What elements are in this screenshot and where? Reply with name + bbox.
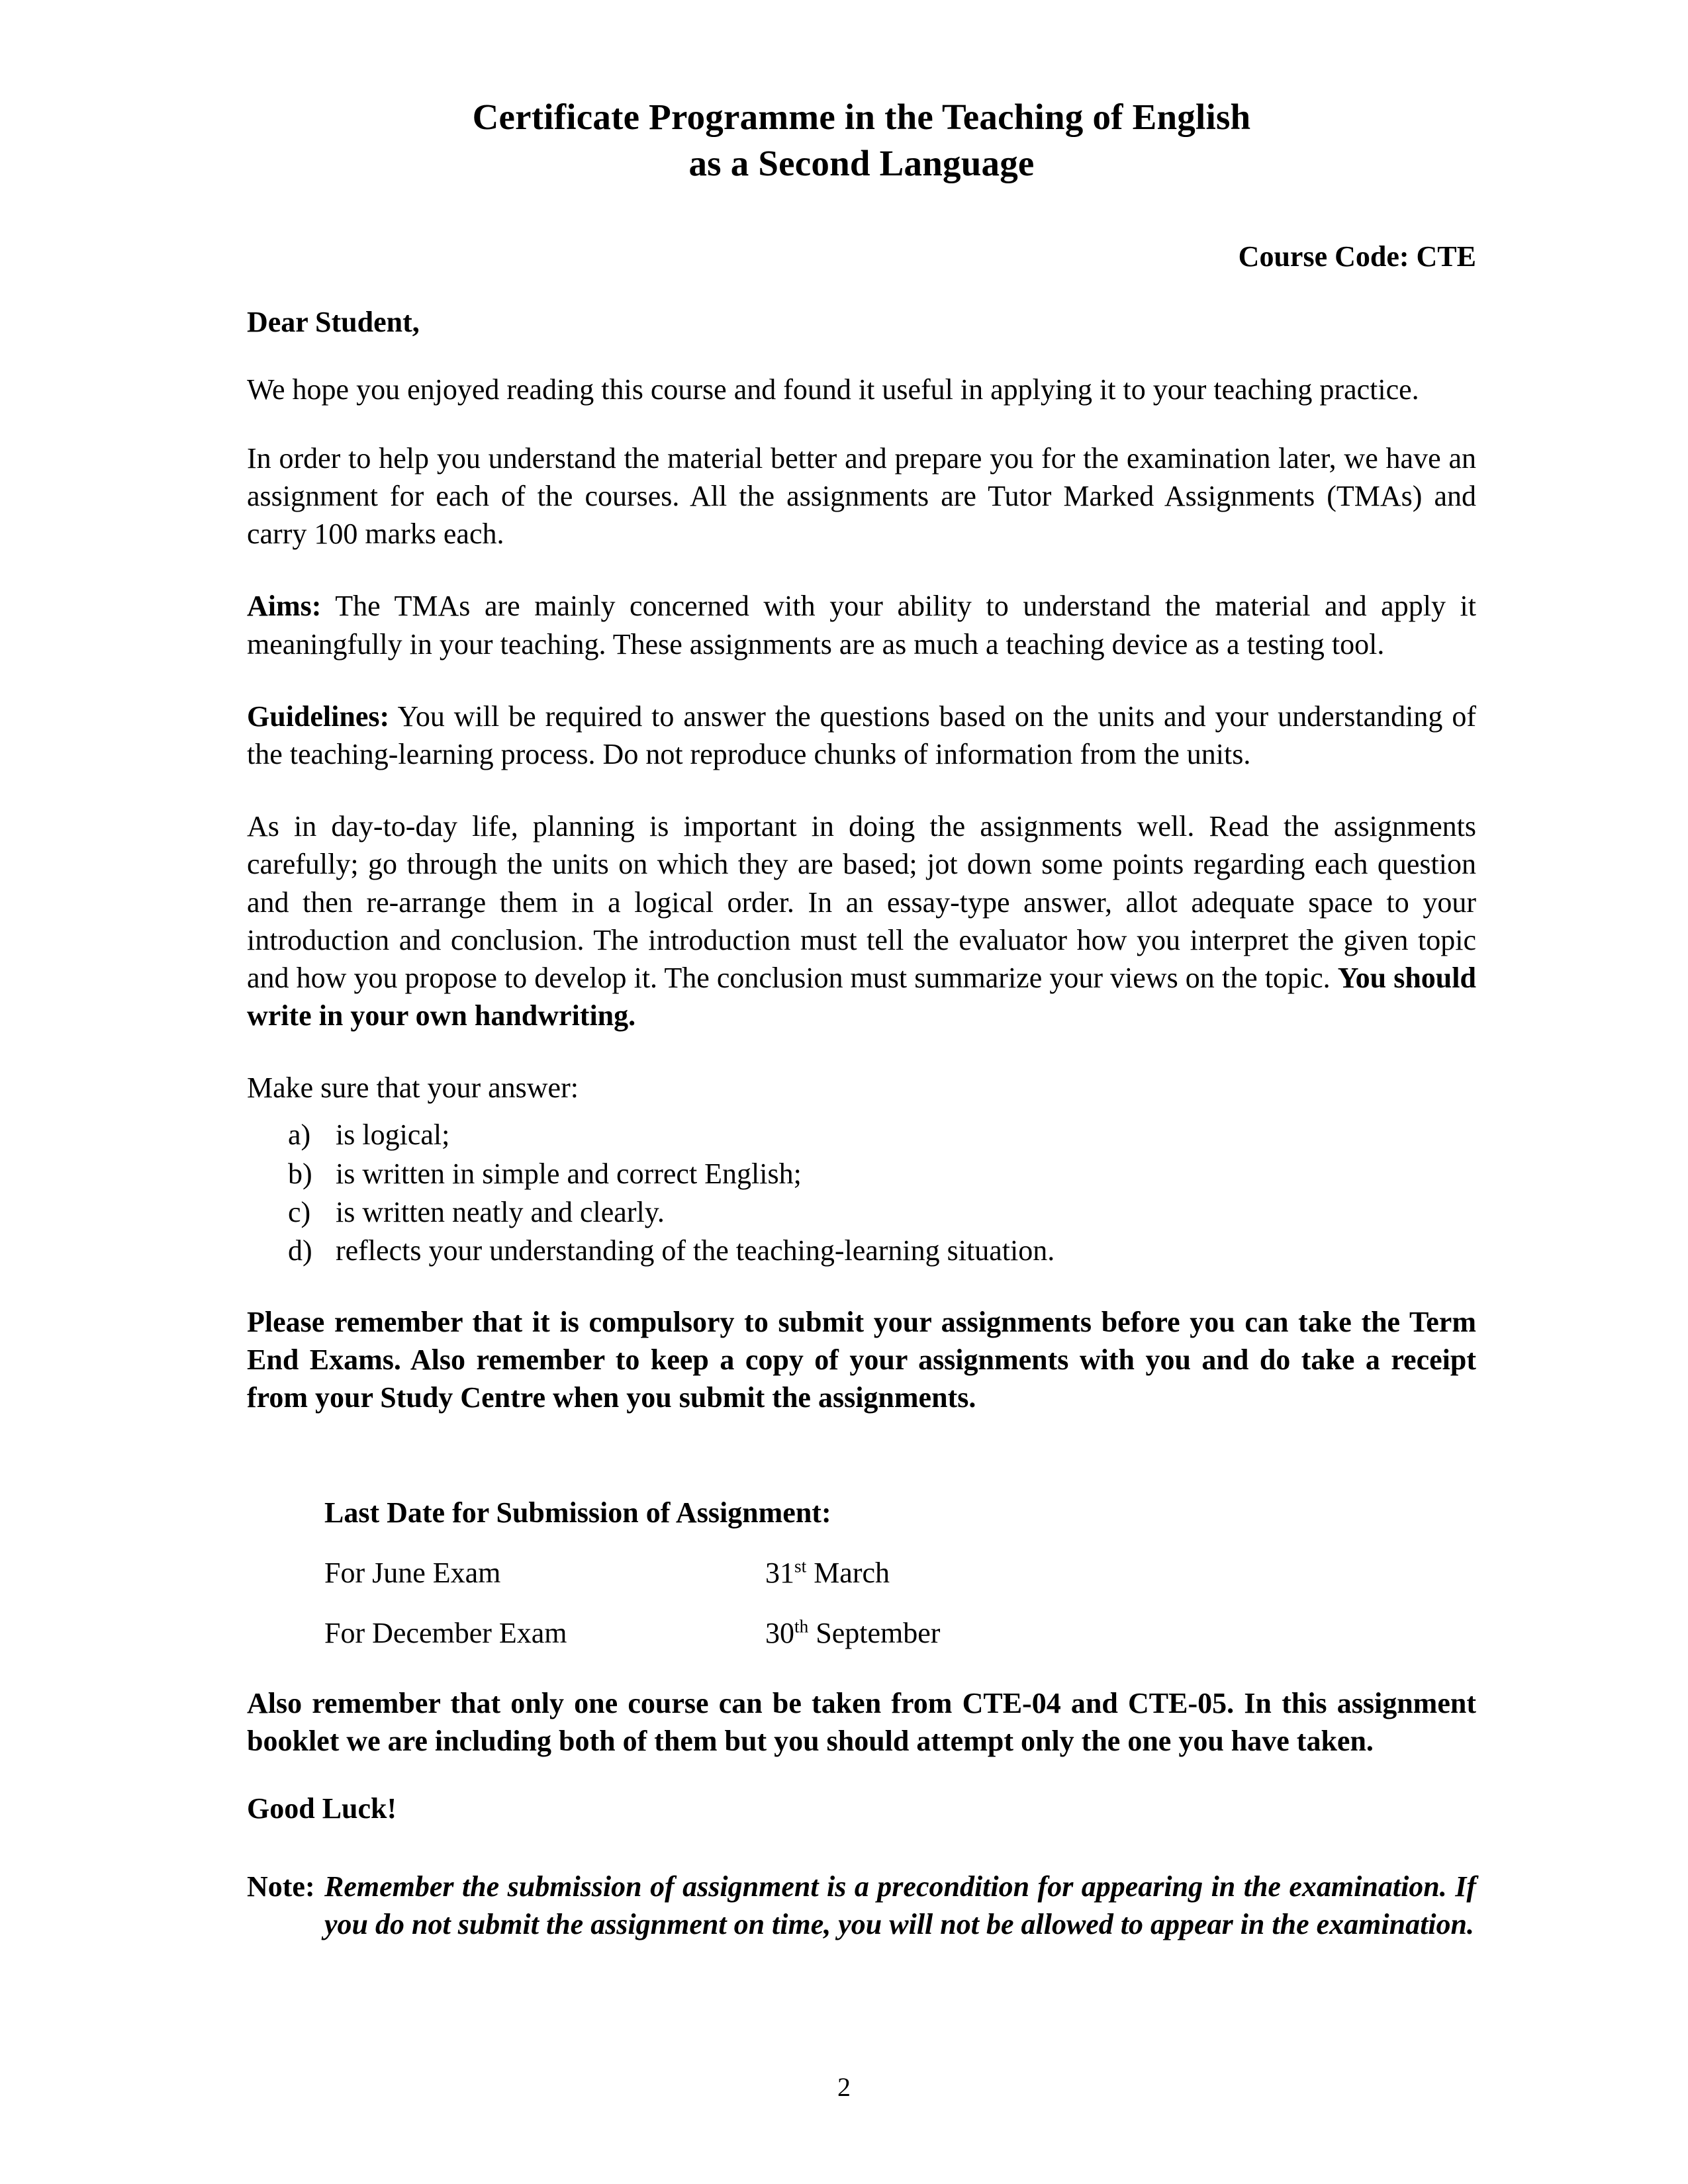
aims-text: The TMAs are mainly concerned with your ability to understand the material and apply it meaningfully in your teaching. These assignments are as much a teaching device as a testing tool.: [247, 590, 1476, 660]
paragraph-aims: [247, 587, 1476, 662]
list-marker: a): [288, 1118, 311, 1152]
list-item-label: is written neatly and clearly.: [336, 1195, 665, 1228]
note-label: Note:: [247, 1870, 315, 1903]
note-block: [247, 1868, 1476, 1943]
list-item: [288, 1155, 1476, 1193]
list-marker: b): [288, 1157, 312, 1190]
list-item: [288, 1193, 1476, 1232]
list-item: [288, 1116, 1476, 1154]
paragraph-assignments: In order to help you understand the material better and prepare you for the examination later, we have an assignment for each of the courses. All the assignments are Tutor Marked Assignments (TMAs) and carry 100 marks each.: [247, 441, 1476, 551]
guidelines-text: You will be required to answer the questions based on the units and your understanding of the teaching-learning process. Do not reproduce chunks of information from the units.: [247, 700, 1476, 770]
list-item-label: is logical;: [336, 1118, 450, 1152]
title-line-2: as a Second Language: [688, 142, 1035, 183]
course-code: Course Code: CTE: [1238, 240, 1476, 273]
list-marker: c): [288, 1195, 311, 1228]
submission-dates-block: [247, 1496, 1476, 1651]
submission-row: [324, 1616, 1476, 1651]
submission-exam-label: For June Exam: [324, 1557, 501, 1590]
submission-heading: Last Date for Submission of Assignment:: [324, 1496, 831, 1529]
submission-date-value: [765, 1616, 1476, 1651]
list-item-label: is written in simple and correct English;: [336, 1157, 802, 1190]
list-item: [288, 1232, 1476, 1270]
list-item-label: reflects your understanding of the teaching-learning situation.: [336, 1234, 1055, 1267]
page-content: [247, 0, 1476, 1943]
salutation: Dear Student,: [247, 306, 420, 339]
submission-day: 31: [765, 1557, 794, 1590]
submission-exam-label: For December Exam: [324, 1616, 567, 1649]
submission-date-value: [765, 1556, 1476, 1591]
title-line-1: Certificate Programme in the Teaching of English: [472, 97, 1251, 137]
planning-text: As in day-to-day life, planning is important in doing the assignments well. Read the assignments carefully; go through the units on which they are based; jot down some points regarding each question and then re-arrange them in a logical order. In an essay-type answer, allot adequate space to your introduction and conclusion. The introduction must tell the evaluator how you interpret the given topic and how you propose to develop it. The conclusion must summarize your views on the topic.: [247, 810, 1476, 994]
good-luck-text: Good Luck!: [247, 1792, 397, 1825]
submission-ordinal: th: [794, 1616, 809, 1637]
submission-month: September: [808, 1616, 941, 1649]
planning-bold-tail: You should write in your own handwriting.: [247, 961, 1476, 1032]
paragraph-compulsory: Please remember that it is compulsory to submit your assignments before you can take the Term End Exams. Also remember to keep a copy of your assignments with you and do take a receipt from your Study Centre when you submit the assignments.: [247, 1305, 1476, 1414]
paragraph-one-course: Also remember that only one course can be taken from CTE-04 and CTE-05. In this assignment booklet we are including both of them but you should attempt only the one you have taken.: [247, 1686, 1476, 1757]
paragraph-intro: We hope you enjoyed reading this course and found it useful in applying it to your teaching practice.: [247, 373, 1419, 406]
answer-requirements-list: [247, 1116, 1476, 1269]
submission-month: March: [806, 1557, 890, 1590]
paragraph-planning: [247, 807, 1476, 1034]
submission-row: [324, 1556, 1476, 1591]
page-number: 2: [837, 2072, 851, 2102]
submission-ordinal: st: [794, 1556, 807, 1576]
list-marker: d): [288, 1234, 312, 1267]
aims-label: Aims:: [247, 590, 322, 623]
paragraph-make-sure: Make sure that your answer:: [247, 1071, 579, 1105]
page-title: [247, 0, 1476, 187]
guidelines-label: Guidelines:: [247, 700, 390, 733]
submission-day: 30: [765, 1616, 794, 1649]
paragraph-guidelines: [247, 698, 1476, 773]
note-text: Remember the submission of assignment is a precondition for appearing in the examination. If you do not submit the assignment on time, you will not be allowed to appear in the examination.: [324, 1870, 1476, 1941]
